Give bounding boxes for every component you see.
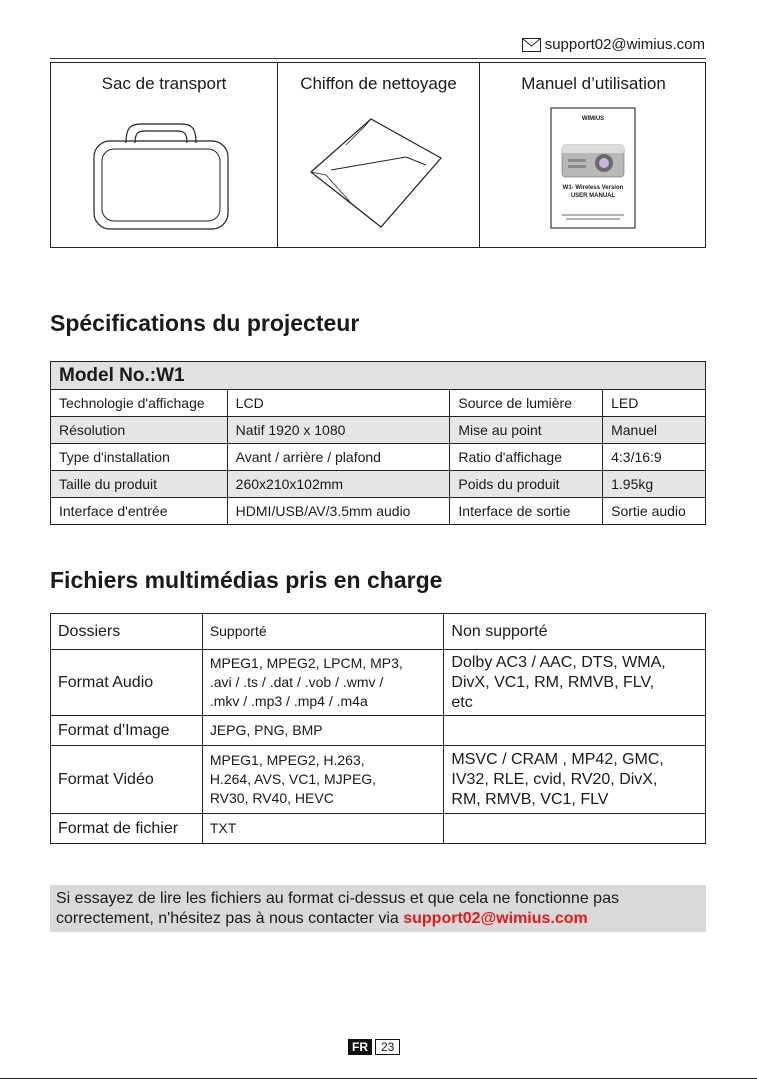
manual-brand: WIMIUS [581, 116, 605, 122]
model-number: Model No.:W1 [51, 362, 706, 390]
accessory-label: Sac de transport [101, 74, 227, 93]
supported-formats: MPEG1, MPEG2, LPCM, MP3, .avi / .ts / .dat / .vob / .wmv / .mkv / .mp3 / .mp4 / .m4a [202, 650, 444, 716]
accessory-cleaning-cloth [278, 63, 480, 247]
email-text: support02@wimius.com [544, 36, 705, 53]
media-heading: Fichiers multimédias pris en charge [50, 567, 443, 593]
support-note [50, 885, 706, 932]
spec-value: LED [603, 390, 706, 417]
manual-cover-line2: USER MANUAL [570, 193, 616, 199]
format-category: Format d'Image [51, 716, 203, 746]
spec-label: Interface de sortie [450, 498, 603, 525]
note-text: Si essayez de lire les fichiers au format ci-dessus et que cela ne fonctionne pas correctement, n'hésitez pas à nous contacter via [56, 890, 619, 927]
table-header-row [51, 614, 706, 650]
accessories-table [50, 62, 706, 248]
spec-label: Ratio d'affichage [450, 444, 603, 471]
supported-formats: JEPG, PNG, BMP [202, 716, 444, 746]
header-rule [50, 58, 706, 59]
accessory-label: Manuel d’utilisation [521, 74, 666, 93]
contact-email-header [522, 36, 705, 53]
spec-label: Interface d'entrée [51, 498, 228, 525]
spec-label: Mise au point [450, 417, 603, 444]
spec-label: Taille du produit [51, 471, 228, 498]
spec-label: Technologie d'affichage [51, 390, 228, 417]
cleaning-cloth-illustration [306, 115, 446, 230]
table-row [51, 417, 706, 444]
language-badge: FR [348, 1039, 372, 1055]
media-formats-table [50, 613, 706, 844]
table-row [51, 746, 706, 814]
spec-value: 1.95kg [603, 471, 706, 498]
spec-value: LCD [227, 390, 450, 417]
footer-rule [0, 1078, 757, 1079]
unsupported-formats [444, 716, 706, 746]
spec-label: Résolution [51, 417, 228, 444]
column-header: Supporté [202, 614, 444, 650]
unsupported-formats: Dolby AC3 / AAC, DTS, WMA, DivX, VC1, RM, RMVB, FLV, etc [444, 650, 706, 716]
spec-value: Sortie audio [603, 498, 706, 525]
format-category: Format Vidéo [51, 746, 203, 814]
spec-value: 4:3/16:9 [603, 444, 706, 471]
unsupported-formats: MSVC / CRAM , MP42, GMC, IV32, RLE, cvid, RV20, DivX, RM, RMVB, VC1, FLV [444, 746, 706, 814]
table-row [51, 814, 706, 844]
spec-value: 260x210x102mm [227, 471, 450, 498]
page-number: 23 [375, 1039, 400, 1055]
unsupported-formats [444, 814, 706, 844]
column-header: Non supporté [444, 614, 706, 650]
support-email-link[interactable]: support02@wimius.com [403, 910, 588, 927]
page-footer [348, 1039, 400, 1055]
spec-value: Avant / arrière / plafond [227, 444, 450, 471]
table-row [51, 650, 706, 716]
accessory-label: Chiffon de nettoyage [300, 74, 457, 93]
envelope-icon [522, 38, 541, 52]
format-category: Format de fichier [51, 814, 203, 844]
model-row [51, 362, 706, 390]
accessory-user-manual [480, 63, 707, 247]
table-row [51, 498, 706, 525]
spec-value: Manuel [603, 417, 706, 444]
table-row [51, 390, 706, 417]
carry-bag-illustration [91, 121, 231, 231]
spec-label: Source de lumière [450, 390, 603, 417]
manual-cover-line1: W1- Wireless Version [562, 185, 624, 191]
specs-heading: Spécifications du projecteur [50, 310, 360, 336]
spec-value: Natif 1920 x 1080 [227, 417, 450, 444]
supported-formats: MPEG1, MPEG2, H.263, H.264, AVS, VC1, MJPEG, RV30, RV40, HEVC [202, 746, 444, 814]
spec-value: HDMI/USB/AV/3.5mm audio [227, 498, 450, 525]
table-row [51, 471, 706, 498]
format-category: Format Audio [51, 650, 203, 716]
accessory-carry-bag [51, 63, 278, 247]
spec-label: Poids du produit [450, 471, 603, 498]
table-row [51, 716, 706, 746]
specs-table [50, 361, 706, 525]
user-manual-illustration [550, 107, 636, 229]
supported-formats: TXT [202, 814, 444, 844]
table-row [51, 444, 706, 471]
column-header: Dossiers [51, 614, 203, 650]
spec-label: Type d'installation [51, 444, 228, 471]
